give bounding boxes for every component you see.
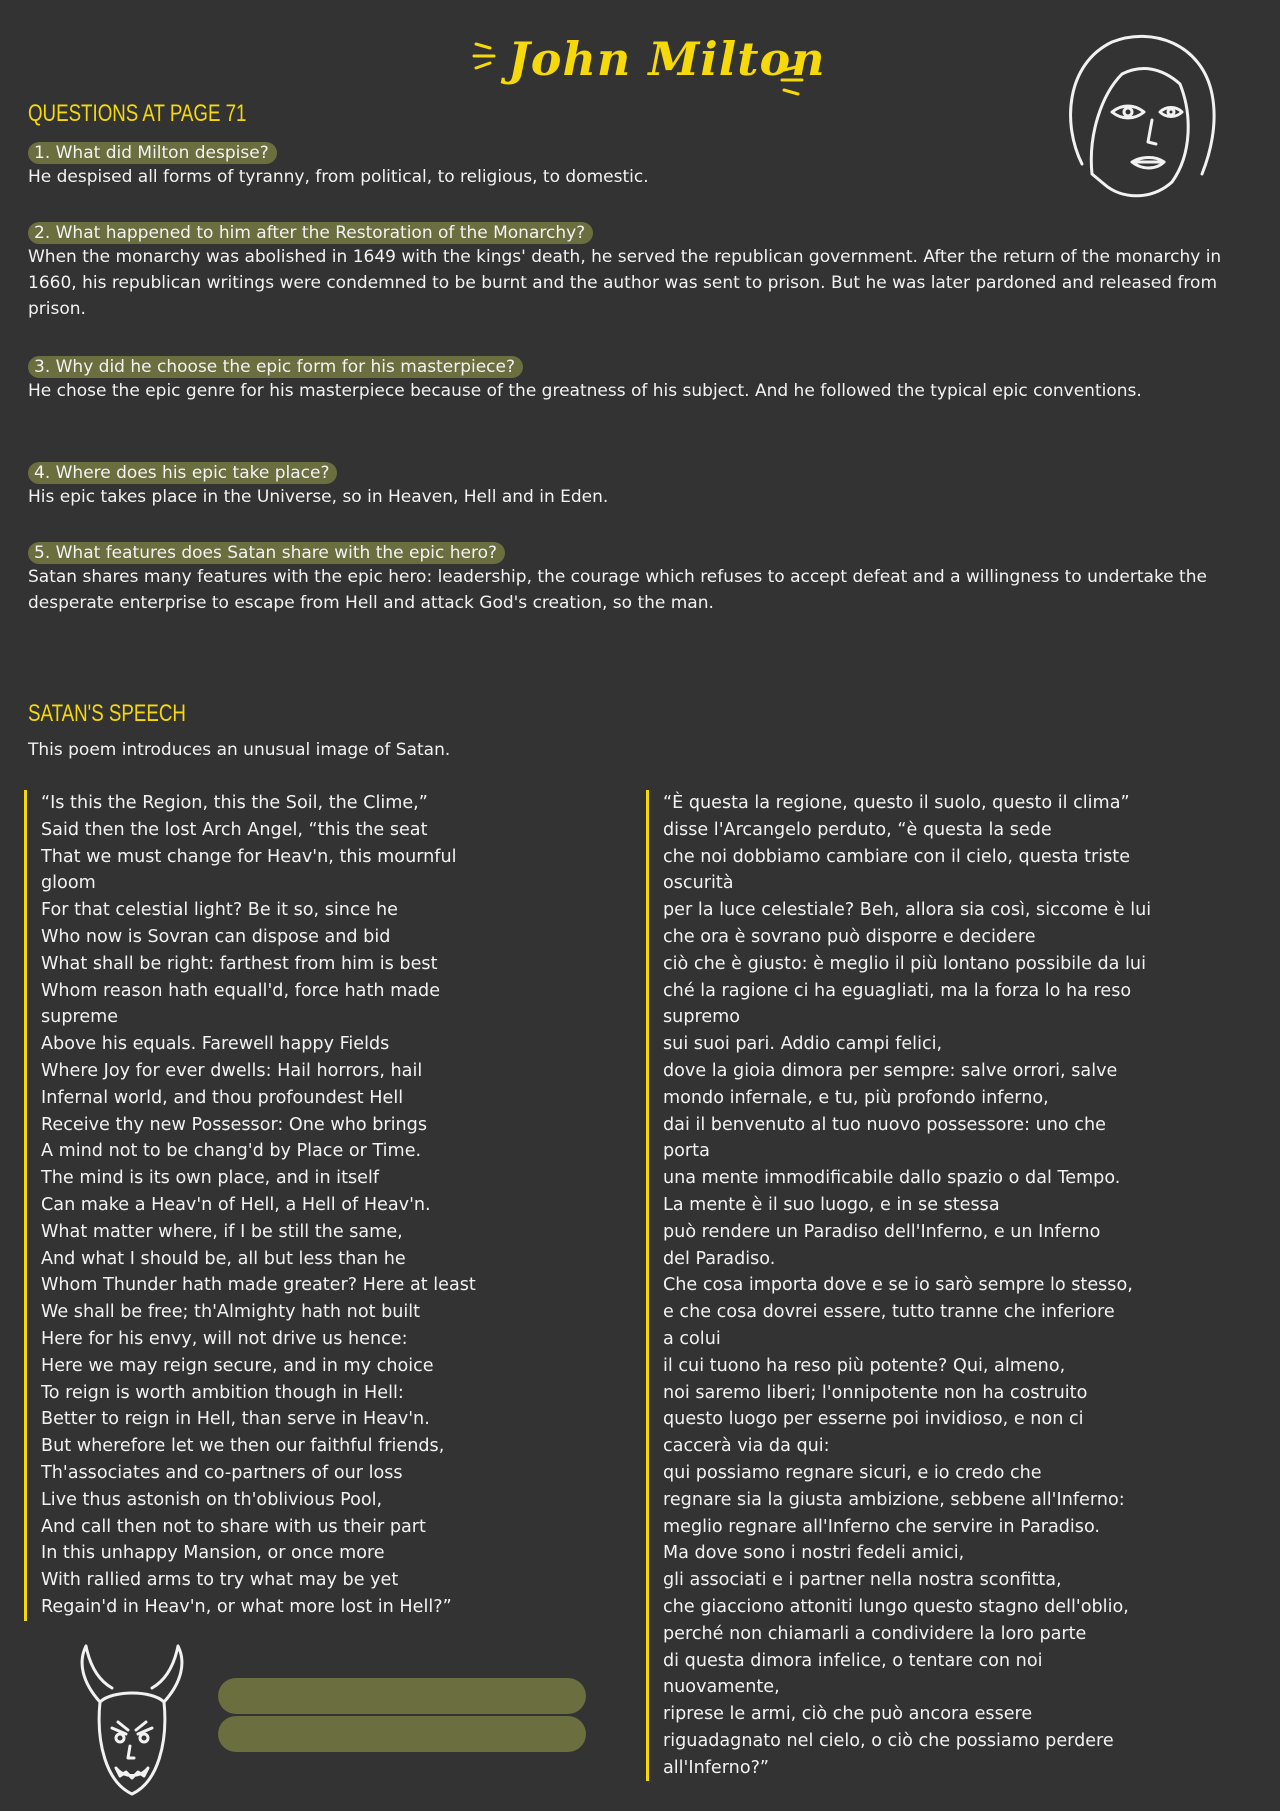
poem-line: But wherefore let we then our faithful friends, [41,1436,445,1457]
qa-item [28,356,1248,404]
question-label: 2. What happened to him after the Restoration of the Monarchy? [28,222,593,244]
poem-line: meglio regnare all'Inferno che servire in Paradiso. [663,1516,1101,1537]
poem-english [24,790,631,1621]
poem-line: questo luogo per esserne poi invidioso, e non ci [663,1409,1084,1430]
questions-heading: QUESTIONS AT PAGE 71 [28,100,247,127]
poem-line: What matter where, if I be still the same, [41,1221,403,1242]
poem-line: supremo [663,1007,741,1028]
poem-line: Receive thy new Possessor: One who brings [41,1114,428,1135]
poem-line: che ora è sovrano può disporre e decidere [663,926,1036,947]
poem-line: What shall be right: farthest from him is best [41,953,438,974]
poem-line: riprese le armi, ciò che può ancora essere [663,1704,1033,1725]
poem-line: gli associati e i partner nella nostra sconfitta, [663,1570,1062,1591]
question-label: 5. What features does Satan share with the epic hero? [28,542,505,564]
answer-text: He despised all forms of tyranny, from political, to religious, to domestic. [28,167,649,187]
poem-line: For that celestial light? Be it so, since he [41,900,399,921]
sparkle-right-icon [774,62,808,102]
poem-line: dove la gioia dimora per sempre: salve orrori, salve [663,1060,1118,1081]
poem-line: We shall be free; th'Almighty hath not built [41,1302,421,1323]
poem-line: porta [663,1141,710,1162]
poem-line: riguadagnato nel cielo, o ciò che possiamo perdere [663,1730,1114,1751]
poem-line: può rendere un Paradiso dell'Inferno, e un Inferno [663,1221,1101,1242]
poem-line: Whom Thunder hath made greater? Here at least [41,1275,476,1296]
question-label: 3. Why did he choose the epic form for his masterpiece? [28,356,523,378]
poem-line: Regain'd in Heav'n, or what more lost in Hell?” [41,1596,452,1617]
poem-line: regnare sia la giusta ambizione, sebbene all'Inferno: [663,1489,1125,1510]
poem-line: del Paradiso. [663,1248,776,1269]
poem-line: una mente immodificabile dallo spazio o dal Tempo. [663,1168,1121,1189]
poem-line: nuovamente, [663,1677,780,1698]
poem-line: And call then not to share with us their part [41,1516,426,1537]
answer-text: His epic takes place in the Universe, so in Heaven, Hell and in Eden. [28,487,609,507]
poem-line: sui suoi pari. Addio campi felici, [663,1034,943,1055]
poem-line: all'Inferno?” [663,1757,770,1778]
poem-line: supreme [41,1007,119,1028]
poem-line: Here for his envy, will not drive us hence: [41,1328,408,1349]
poem-line: e che cosa dovrei essere, tutto tranne che inferiore [663,1302,1115,1323]
qa-item [28,142,1248,190]
poem-line: oscurità [663,873,734,894]
poem-line: ciò che è giusto: è meglio il più lontano possibile da lui [663,953,1146,974]
poem-line: dai il benvenuto al tuo nuovo possessore: uno che [663,1114,1106,1135]
poem-line: di questa dimora infelice, o tentare con noi [663,1650,1043,1671]
poem-line: Che cosa importa dove e se io sarò sempre lo stesso, [663,1275,1133,1296]
qa-item [28,462,1248,510]
poem-line: To reign is worth ambition though in Hell: [41,1382,404,1403]
answer-text: He chose the epic genre for his masterpiece because of the greatness of his subject. And he followed the typical epic conventions. [28,381,1142,401]
sparkle-left-icon [470,36,504,76]
intro-text: This poem introduces an unusual image of Satan. [28,740,451,760]
question-label: 1. What did Milton despise? [28,142,277,164]
poem-line: “Is this the Region, this the Soil, the Clime,” [41,793,428,813]
poem-line: Said then the lost Arch Angel, “this the seat [41,819,428,840]
decorative-highlight-bar [218,1678,586,1714]
poem-line: That we must change for Heav'n, this mournful [41,846,457,867]
poem-line: mondo infernale, e tu, più profondo inferno, [663,1087,1049,1108]
poem-line: Th'associates and co-partners of our loss [41,1462,403,1483]
poem-line: And what I should be, all but less than he [41,1248,406,1269]
poem-line: Above his equals. Farewell happy Fields [41,1034,390,1055]
poem-line: With rallied arms to try what may be yet [41,1570,399,1591]
poem-line: caccerà via da qui: [663,1436,830,1457]
poem-line: Who now is Sovran can dispose and bid [41,926,391,947]
title-block [470,28,826,98]
poem-line: qui possiamo regnare sicuri, e io credo che [663,1462,1042,1483]
poem-line: Live thus astonish on th'oblivious Pool, [41,1489,383,1510]
decorative-highlight-bar [218,1716,586,1752]
poem-line: A mind not to be chang'd by Place or Time. [41,1141,422,1162]
answer-text: Satan shares many features with the epic hero: leadership, the courage which refuses to accept defeat and a willingness to undertake the desperate enterprise to escape from Hell and attack God's creation, so the man. [28,567,1207,613]
poem-line: Where Joy for ever dwells: Hail horrors, hail [41,1060,423,1081]
poem-line: ché la ragione ci ha eguagliati, ma la forza lo ha reso [663,980,1132,1001]
poem-line: “È questa la regione, questo il suolo, questo il clima” [663,793,1130,813]
poem-italian [646,790,1273,1781]
question-label: 4. Where does his epic take place? [28,462,337,484]
poem-line: Can make a Heav'n of Hell, a Hell of Heav'n. [41,1194,431,1215]
poem-line: a colui [663,1328,721,1349]
poem-line: per la luce celestiale? Beh, allora sia così, siccome è lui [663,900,1152,921]
qa-item [28,542,1248,616]
poem-line: il cui tuono ha reso più potente? Qui, almeno, [663,1355,1066,1376]
poem-line: La mente è il suo luogo, e in se stessa [663,1194,1000,1215]
page-title: John Milton [508,32,826,86]
poem-line: In this unhappy Mansion, or once more [41,1543,385,1564]
poem-line: Infernal world, and thou profoundest Hell [41,1087,404,1108]
poem-line: gloom [41,873,96,894]
poem-line: Whom reason hath equall'd, force hath made [41,980,441,1001]
poem-line: Ma dove sono i nostri fedeli amici, [663,1543,965,1564]
poem-line: disse l'Arcangelo perduto, “è questa la sede [663,819,1052,840]
poem-line: The mind is its own place, and in itself [41,1168,380,1189]
speech-heading: SATAN'S SPEECH [28,700,186,727]
poem-line: Here we may reign secure, and in my choice [41,1355,434,1376]
answer-text: When the monarchy was abolished in 1649 with the kings' death, he served the republican government. After the return of the monarchy in 1660, his republican writings were condemned to be burnt and the author was sent to prison. But he was later pardoned and released from prison. [28,247,1222,319]
poem-line: che noi dobbiamo cambiare con il cielo, questa triste [663,846,1131,867]
poem-line: perché non chiamarli a condividere la loro parte [663,1623,1087,1644]
qa-item [28,222,1248,322]
poem-line: Better to reign in Hell, than serve in Heav'n. [41,1409,430,1430]
poem-line: noi saremo liberi; l'onnipotente non ha costruito [663,1382,1088,1403]
devil-doodle-icon [72,1642,192,1802]
poem-line: che giacciono attoniti lungo questo stagno dell'oblio, [663,1596,1129,1617]
